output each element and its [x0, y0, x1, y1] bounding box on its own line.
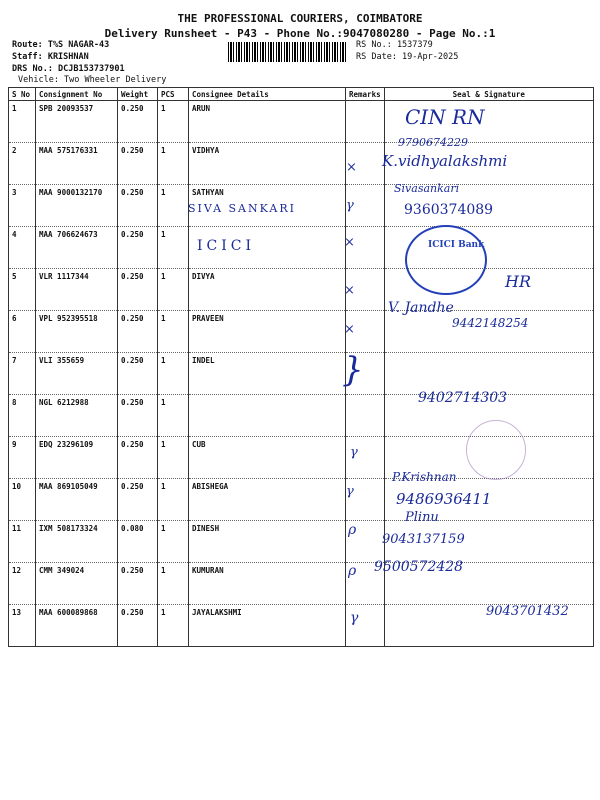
cell-name: ARUN — [189, 101, 346, 143]
cell-remarks — [346, 395, 385, 437]
sig-4: ICICI — [197, 238, 256, 254]
cell-sno: 10 — [9, 479, 36, 521]
cell-sno: 7 — [9, 353, 36, 395]
cell-sno: 8 — [9, 395, 36, 437]
remark-mark: γ — [350, 610, 359, 626]
table-row — [9, 521, 594, 563]
cell-wt: 0.250 — [118, 185, 158, 227]
cell-pcs: 1 — [158, 269, 189, 311]
cell-cn: MAA 706624673 — [36, 227, 118, 269]
cell-name: KUMURAN — [189, 563, 346, 605]
cell-name: SATHYAN — [189, 185, 346, 227]
sig-1: CIN RN — [405, 105, 485, 129]
cell-signature — [384, 353, 593, 395]
cell-sno: 9 — [9, 437, 36, 479]
cell-name: ABISHEGA — [189, 479, 346, 521]
vehicle: Vehicle: Two Wheeler Delivery — [18, 75, 167, 85]
remark-mark: γ — [350, 445, 358, 460]
cell-sno: 2 — [9, 143, 36, 185]
remark-mark: ρ — [348, 522, 357, 538]
company-title: THE PROFESSIONAL COURIERS, COIMBATORE — [177, 12, 423, 25]
route: Route: T%S NAGAR-43 — [12, 40, 110, 50]
remark-mark: × — [344, 283, 355, 298]
runsheet-table — [8, 87, 594, 647]
cell-cn: MAA 9000132170 — [36, 185, 118, 227]
staff: Staff: KRISHNAN — [12, 52, 89, 62]
cell-pcs: 1 — [158, 353, 189, 395]
cell-remarks — [346, 101, 385, 143]
rs-no: RS No.: 1537379 — [356, 40, 433, 50]
col-header: Consignment No — [36, 88, 118, 101]
cell-wt: 0.250 — [118, 227, 158, 269]
remark-mark: × — [344, 235, 355, 250]
cell-name: CUB — [189, 437, 346, 479]
cell-sno: 13 — [9, 605, 36, 647]
cell-wt: 0.250 — [118, 143, 158, 185]
col-header: Weight — [118, 88, 158, 101]
table-row — [9, 227, 594, 269]
table-header — [9, 88, 594, 101]
bank-seal-label: ICICI Bank — [428, 240, 485, 250]
bank-seal — [405, 225, 487, 295]
cell-sno: 3 — [9, 185, 36, 227]
cell-sno: 5 — [9, 269, 36, 311]
cell-sno: 11 — [9, 521, 36, 563]
cell-cn: MAA 600089868 — [36, 605, 118, 647]
cell-cn: MAA 575176331 — [36, 143, 118, 185]
drs-no: DRS No.: DCJB153737901 — [12, 64, 125, 74]
cell-name: VIDHYA — [189, 143, 346, 185]
remark-mark: ρ — [348, 563, 357, 579]
cell-wt: 0.250 — [118, 311, 158, 353]
table-row — [9, 563, 594, 605]
col-header: Consignee Details — [189, 88, 346, 101]
sig-6: V. Jandhe — [388, 300, 454, 316]
sig-2: K.vidhyalakshmi — [382, 152, 508, 170]
cell-wt: 0.080 — [118, 521, 158, 563]
remark-mark: γ — [346, 198, 354, 213]
table-row — [9, 353, 594, 395]
cell-cn: IXM 508173324 — [36, 521, 118, 563]
cell-name: INDEL — [189, 353, 346, 395]
col-header: S No — [9, 88, 36, 101]
cell-pcs: 1 — [158, 311, 189, 353]
cell-pcs: 1 — [158, 143, 189, 185]
cell-sno: 4 — [9, 227, 36, 269]
table-row — [9, 185, 594, 227]
cell-wt: 0.250 — [118, 395, 158, 437]
cell-wt: 0.250 — [118, 437, 158, 479]
col-header: Remarks — [346, 88, 385, 101]
faint-seal — [466, 420, 526, 480]
sig-3b: SIVA SANKARI — [188, 202, 296, 215]
phone-1: 9790674229 — [398, 136, 468, 149]
cell-cn: VLR 1117344 — [36, 269, 118, 311]
remark-mark: × — [344, 322, 355, 337]
runsheet-title: Delivery Runsheet - P43 - Phone No.:9047080280 - Page No.:1 — [104, 27, 496, 40]
phone-11: 9043137159 — [382, 532, 465, 547]
cell-cn: EDQ 23296109 — [36, 437, 118, 479]
cell-wt: 0.250 — [118, 479, 158, 521]
cell-pcs: 1 — [158, 563, 189, 605]
cell-pcs: 1 — [158, 605, 189, 647]
phone-12: 9500572428 — [374, 559, 464, 575]
cell-sno: 6 — [9, 311, 36, 353]
cell-pcs: 1 — [158, 101, 189, 143]
sig-11: Plinu — [405, 510, 439, 525]
cell-wt: 0.250 — [118, 353, 158, 395]
sig-3a: Sivasankari — [394, 182, 460, 195]
cell-pcs: 1 — [158, 395, 189, 437]
cell-name: DINESH — [189, 521, 346, 563]
cell-name — [189, 395, 346, 437]
sig-10: P.Krishnan — [392, 470, 457, 484]
col-header: PCS — [158, 88, 189, 101]
cell-cn: VPL 952395518 — [36, 311, 118, 353]
cell-cn: CMM 349024 — [36, 563, 118, 605]
bracket-mark: } — [342, 350, 364, 390]
sig-5: HR — [505, 272, 531, 291]
cell-cn: MAA 869105049 — [36, 479, 118, 521]
cell-wt: 0.250 — [118, 563, 158, 605]
cell-cn: SPB 20093537 — [36, 101, 118, 143]
rs-date: RS Date: 19-Apr-2025 — [356, 52, 459, 62]
phone-10: 9486936411 — [396, 490, 492, 508]
cell-pcs: 1 — [158, 521, 189, 563]
table-row — [9, 479, 594, 521]
cell-name: JAYALAKSHMI — [189, 605, 346, 647]
cell-wt: 0.250 — [118, 269, 158, 311]
cell-pcs: 1 — [158, 479, 189, 521]
phone-13: 9043701432 — [486, 604, 569, 619]
cell-wt: 0.250 — [118, 101, 158, 143]
cell-pcs: 1 — [158, 185, 189, 227]
cell-cn: VLI 355659 — [36, 353, 118, 395]
cell-name: DIVYA — [189, 269, 346, 311]
barcode — [228, 42, 348, 62]
col-header: Seal & Signature — [384, 88, 593, 101]
cell-sno: 12 — [9, 563, 36, 605]
cell-cn: NGL 6212988 — [36, 395, 118, 437]
cell-wt: 0.250 — [118, 605, 158, 647]
phone-6: 9442148254 — [452, 316, 529, 330]
cell-pcs: 1 — [158, 227, 189, 269]
phone-8: 9402714303 — [418, 390, 508, 406]
cell-sno: 1 — [9, 101, 36, 143]
cell-pcs: 1 — [158, 437, 189, 479]
remark-mark: × — [346, 160, 357, 175]
cell-name: PRAVEEN — [189, 311, 346, 353]
phone-3: 9360374089 — [404, 202, 494, 218]
remark-mark: γ — [346, 484, 354, 499]
table-row — [9, 101, 594, 143]
